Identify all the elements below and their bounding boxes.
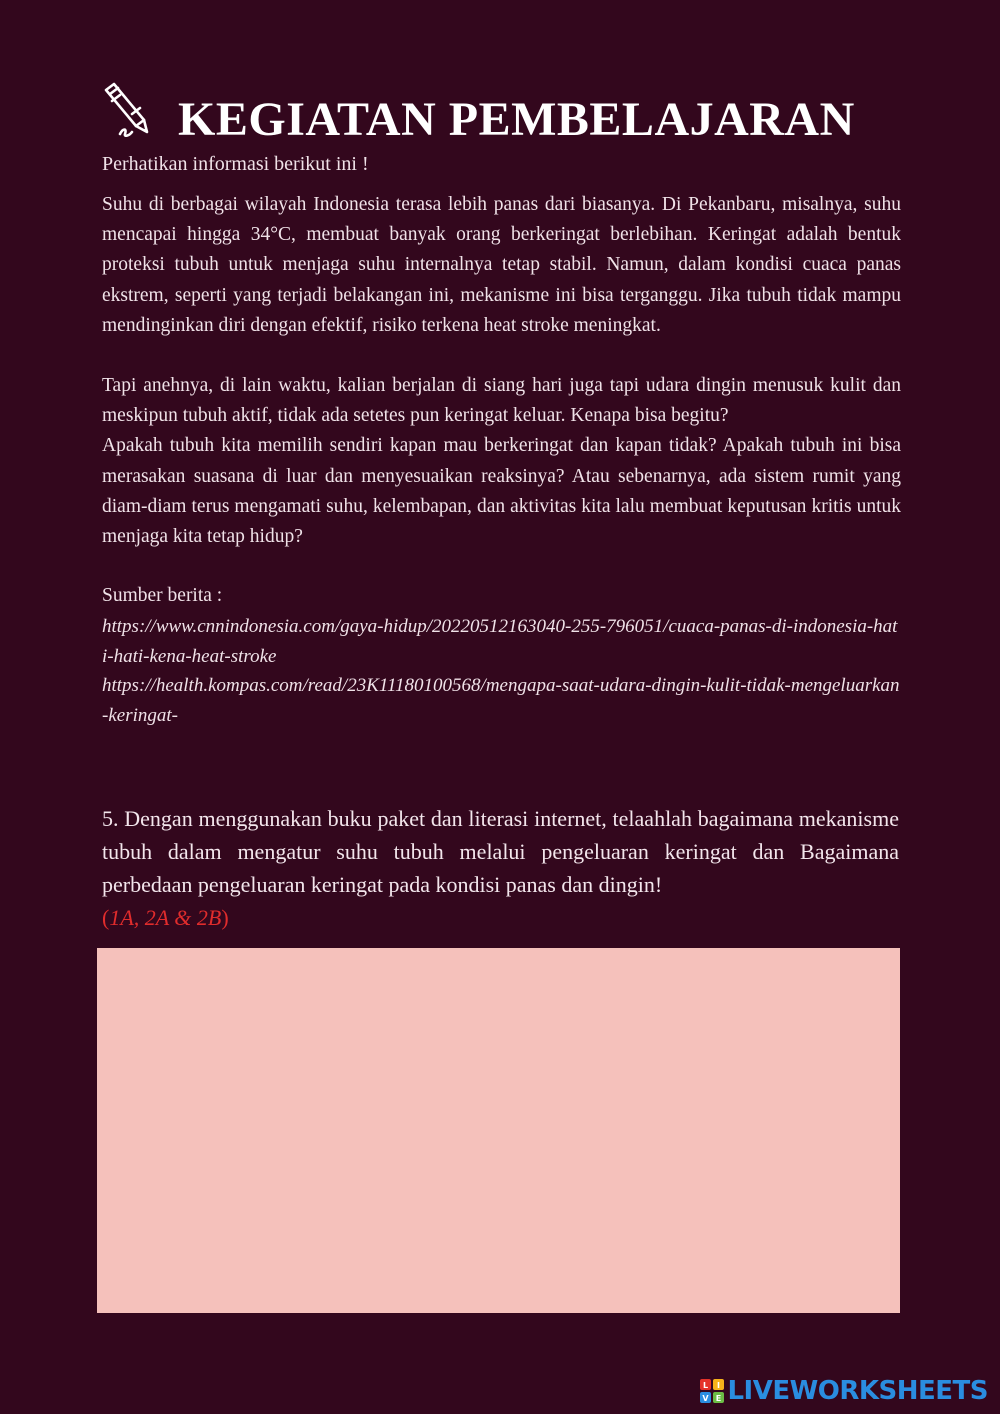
page-title: KEGIATAN PEMBELAJARAN [178,93,855,146]
passage-paragraph-3: Apakah tubuh kita memilih sendiri kapan mau berkeringat dan kapan tidak? Apakah tubuh ini bisa merasakan suasana di luar dan menyesuaikan reaksinya? Atau sebenarnya, ada sistem rumit yang diam-diam terus mengamati suhu, kelembapan, dan aktivitas kita lalu membuat keputusan kritis untuk menjaga kita tetap hidup? [102,435,901,548]
paren-close: ) [221,905,229,930]
answer-textarea[interactable] [97,948,900,1313]
liveworksheets-brand [699,1376,988,1406]
reading-passage [102,190,901,730]
brand-name: LIVEWORKSHEETS [727,1376,988,1406]
header [98,78,878,144]
logo-letter-3: V [702,1394,710,1403]
paren-open: ( [102,905,110,930]
source-link-2[interactable]: https://health.kompas.com/read/23K11180100568/mengapa-saat-udara-dingin-kulit-tidak-mengeluarkan-keringat- [102,675,900,726]
logo-letter-2: I [717,1381,721,1390]
pencil-icon [98,80,158,140]
question-body: 5. Dengan menggunakan buku paket dan literasi internet, telaahlah bagaimana mekanisme tubuh dalam mengatur suhu tubuh melalui pengeluaran keringat dan Bagaimana perbedaan pengeluaran keringat pada kondisi panas dan dingin! [102,806,899,897]
passage-paragraph-2: Tapi anehnya, di lain waktu, kalian berjalan di siang hari juga tapi udara dingin menusuk kulit dan meskipun tubuh aktif, tidak ada setetes pun keringat keluar. Kenapa bisa begitu? [102,375,901,427]
competency-codes: 1A, 2A & 2B [109,905,222,930]
logo-letter-4: E [716,1394,722,1403]
logo-letter-1: L [703,1381,709,1390]
instruction-text: Perhatikan informasi berikut ini ! [102,153,369,175]
question-text [102,802,899,934]
source-label: Sumber berita : [102,585,223,607]
liveworksheets-logo-icon [699,1378,725,1404]
source-link-1[interactable]: https://www.cnnindonesia.com/gaya-hidup/20220512163040-255-796051/cuaca-panas-di-indonesia-hati-hati-kena-heat-stroke [102,616,898,667]
passage-paragraph-1: Suhu di berbagai wilayah Indonesia terasa lebih panas dari biasanya. Di Pekanbaru, misalnya, suhu mencapai hingga 34°C, membuat banyak orang berkeringat berlebihan. Keringat adalah bentuk proteksi tubuh untuk menjaga suhu internalnya tetap stabil. Namun, dalam kondisi cuaca panas ekstrem, seperti yang terjadi belakangan ini, mekanisme ini bisa terganggu. Jika tubuh tidak mampu mendinginkan diri dengan efektif, risiko terkena heat stroke meningkat. [102,194,901,336]
